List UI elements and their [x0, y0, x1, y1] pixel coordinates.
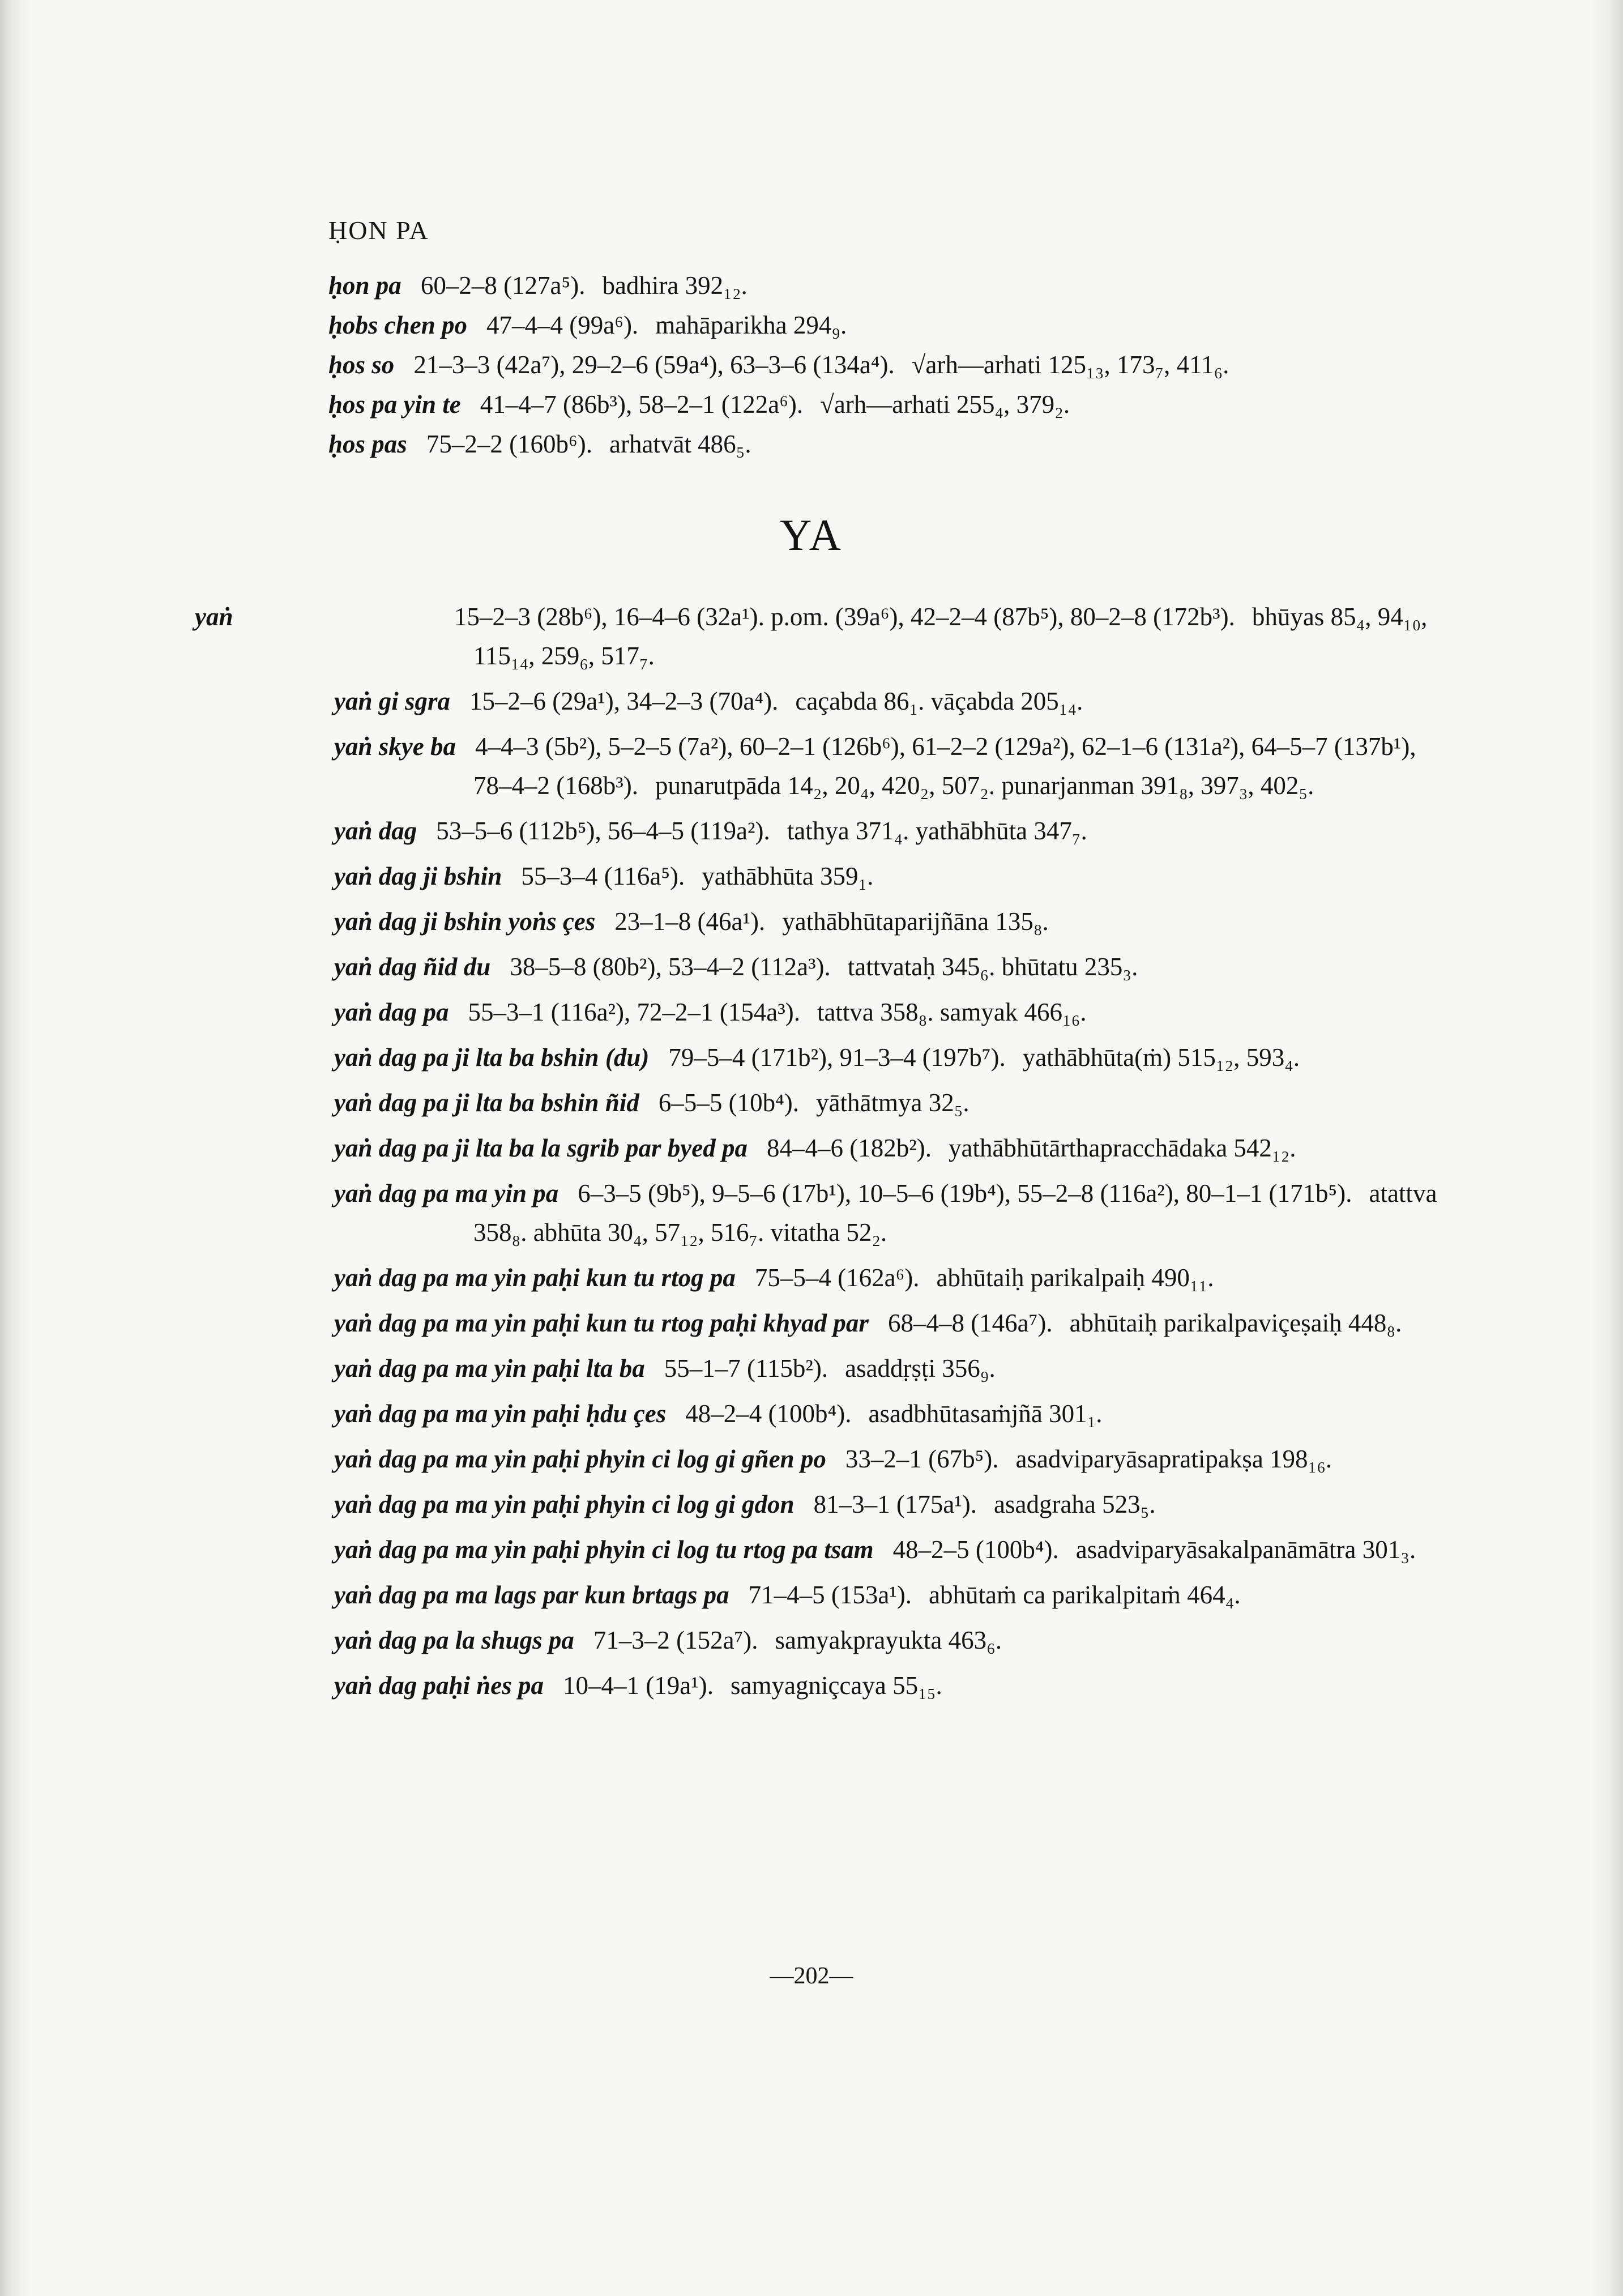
dictionary-entry [334, 1394, 1438, 1433]
entry-headword: yaṅ dag pa la shugs pa [334, 1626, 574, 1654]
entry-headword: yaṅ [195, 603, 233, 631]
entry-headword: ḥobs chen po [328, 311, 468, 339]
dictionary-entry [328, 309, 1438, 342]
dictionary-entry [334, 1530, 1438, 1569]
entries-hon-section [328, 269, 1438, 467]
entry-sanskrit-equivalent: badhira 392₁₂. [602, 271, 748, 300]
entry-references: 60–2–8 (127a⁵). [420, 271, 586, 300]
entry-headword: yaṅ gi sgra [334, 687, 451, 715]
entry-references: 53–5–6 (112b⁵), 56–4–5 (119a²). [436, 817, 770, 845]
dictionary-entry [334, 902, 1438, 941]
entry-headword: yaṅ dag pa [334, 998, 449, 1026]
dictionary-entry [334, 1349, 1438, 1388]
entry-sanskrit-equivalent: √arh—arhati 125₁₃, 173₇, 411₆. [911, 351, 1229, 379]
entry-sanskrit-equivalent: asadviparyāsakalpanāmātra 301₃. [1075, 1535, 1416, 1564]
dictionary-entry [328, 388, 1438, 421]
dictionary-entry [328, 348, 1438, 381]
dictionary-entry [334, 682, 1438, 721]
dictionary-entry [334, 1038, 1438, 1077]
entry-references: 38–5–8 (80b²), 53–4–2 (112a³). [510, 953, 831, 981]
entry-sanskrit-equivalent: asadbhūtasaṁjñā 301₁. [868, 1399, 1103, 1428]
entry-sanskrit-equivalent: abhūtaṁ ca parikalpitaṁ 464₄. [929, 1581, 1241, 1609]
dictionary-entry [195, 598, 1438, 676]
entry-headword: yaṅ dag pa ji lta ba bshin (du) [334, 1043, 650, 1072]
entry-sanskrit-equivalent: punarutpāda 14₂, 20₄, 420₂, 507₂. punarjanman 391₈, 397₃, 402₅. [655, 771, 1314, 800]
entry-references: 55–3–1 (116a²), 72–2–1 (154a³). [468, 998, 800, 1026]
entry-headword: ḥos so [328, 351, 395, 379]
entry-references: 55–1–7 (115b²). [664, 1354, 828, 1382]
entry-references: 21–3–3 (42a⁷), 29–2–6 (59a⁴), 63–3–6 (134a⁴). [413, 351, 895, 379]
entry-references: 33–2–1 (67b⁵). [845, 1445, 999, 1473]
entry-sanskrit-equivalent: tathya 371₄. yathābhūta 347₇. [787, 817, 1087, 845]
entry-references: 81–3–1 (175a¹). [813, 1490, 977, 1518]
dictionary-entry [334, 812, 1438, 851]
entry-sanskrit-equivalent: abhūtaiḥ parikalpaiḥ 490₁₁. [936, 1264, 1214, 1292]
entry-sanskrit-equivalent: yathābhūtārthapracchādaka 542₁₂. [948, 1134, 1296, 1162]
entry-references: 41–4–7 (86b³), 58–2–1 (122a⁶). [480, 390, 804, 419]
running-head: ḤON PA [328, 216, 429, 245]
dictionary-entry [334, 1440, 1438, 1479]
entry-references: 75–5–4 (162a⁶). [754, 1264, 920, 1292]
entry-sanskrit-equivalent: arhatvāt 486₅. [609, 430, 751, 458]
entry-sanskrit-equivalent: tattva 358₈. samyak 466₁₆. [817, 998, 1087, 1026]
entry-sanskrit-equivalent: asadviparyāsapratipakṣa 198₁₆. [1015, 1445, 1332, 1473]
entry-headword: yaṅ dag pa ma yin paḥi phyin ci log gi gdon [334, 1490, 795, 1518]
entry-headword: yaṅ dag pa ji lta ba la sgrib par byed pa [334, 1134, 748, 1162]
entry-headword: ḥos pas [328, 430, 407, 458]
entry-sanskrit-equivalent: samyakprayukta 463₆. [775, 1626, 1002, 1654]
entry-sanskrit-equivalent: tattvataḥ 345₆. bhūtatu 235₃. [847, 953, 1138, 981]
entries-ya-section [195, 598, 1438, 1712]
entry-sanskrit-equivalent: abhūtaiḥ parikalpaviçeṣaiḥ 448₈. [1069, 1309, 1402, 1337]
entry-references: 6–5–5 (10b⁴). [658, 1089, 800, 1117]
dictionary-entry [334, 1258, 1438, 1298]
entry-references: 79–5–4 (171b²), 91–3–4 (197b⁷). [668, 1043, 1006, 1072]
entry-references: 10–4–1 (19a¹). [563, 1671, 714, 1700]
entry-headword: yaṅ dag pa ma yin paḥi kun tu rtog pa [334, 1264, 736, 1292]
dictionary-entry [334, 1666, 1438, 1705]
entry-references: 6–3–5 (9b⁵), 9–5–6 (17b¹), 10–5–6 (19b⁴), 55–2–8 (116a²), 80–1–1 (171b⁵). [578, 1179, 1352, 1207]
dictionary-entry [334, 727, 1438, 805]
entry-headword: yaṅ dag pa ma yin paḥi lta ba [334, 1354, 645, 1382]
entry-sanskrit-equivalent: asadgraha 523₅. [994, 1490, 1156, 1518]
entry-references: 71–4–5 (153a¹). [748, 1581, 912, 1609]
entry-headword: yaṅ dag ji bshin yoṅs çes [334, 907, 596, 936]
entry-references: 15–2–3 (28b⁶), 16–4–6 (32a¹). p.om. (39a⁶), 42–2–4 (87b⁵), 80–2–8 (172b³). [454, 603, 1235, 631]
entry-sanskrit-equivalent: mahāparikha 294₉. [655, 311, 847, 339]
entry-headword: yaṅ dag pa ma yin paḥi kun tu rtog paḥi khyad par [334, 1309, 869, 1337]
dictionary-entry [334, 1129, 1438, 1168]
entry-sanskrit-equivalent: yathābhūta(ṁ) 515₁₂, 593₄. [1022, 1043, 1300, 1072]
entry-headword: yaṅ dag ñid du [334, 953, 491, 981]
dictionary-entry [334, 1174, 1438, 1252]
entry-sanskrit-equivalent: yathābhūtaparijñāna 135₈. [782, 907, 1049, 936]
dictionary-entry [334, 993, 1438, 1032]
dictionary-entry [328, 269, 1438, 302]
entry-references: 47–4–4 (99a⁶). [486, 311, 639, 339]
entry-sanskrit-equivalent: atattva 358₈. abhūta 30₄, 57₁₂, 516₇. vitatha 52₂. [473, 1179, 1437, 1247]
entry-references: 23–1–8 (46a¹). [614, 907, 766, 936]
dictionary-entry [334, 948, 1438, 987]
section-letter-heading: YA [779, 510, 843, 560]
entry-references: 71–3–2 (152a⁷). [593, 1626, 758, 1654]
entry-sanskrit-equivalent: yāthātmya 32₅. [816, 1089, 969, 1117]
entry-headword: yaṅ dag pa ma yin paḥi phyin ci log tu rtog pa tsam [334, 1535, 874, 1564]
entry-headword: yaṅ dag pa ji lta ba bshin ñid [334, 1089, 639, 1117]
entry-references: 48–2–5 (100b⁴). [892, 1535, 1059, 1564]
entry-references: 84–4–6 (182b²). [767, 1134, 932, 1162]
entry-references: 68–4–8 (146a⁷). [887, 1309, 1053, 1337]
entry-sanskrit-equivalent: asaddṛṣṭi 356₉. [845, 1354, 996, 1382]
entry-headword: yaṅ dag pa ma yin paḥi phyin ci log gi gñen po [334, 1445, 826, 1473]
entry-headword: yaṅ dag [334, 817, 417, 845]
entry-sanskrit-equivalent: samyagniçcaya 55₁₅. [730, 1671, 942, 1700]
entry-sanskrit-equivalent: bhūyas 85₄, 94₁₀, 115₁₄, 259₆, 517₇. [473, 603, 1428, 670]
dictionary-entry [328, 428, 1438, 460]
dictionary-entry [334, 1621, 1438, 1660]
entry-references: 15–2–6 (29a¹), 34–2–3 (70a⁴). [469, 687, 779, 715]
entry-references: 55–3–4 (116a⁵). [521, 862, 685, 890]
entry-headword: ḥon pa [328, 271, 402, 300]
page-number: —202— [770, 1963, 853, 1989]
dictionary-entry [334, 1576, 1438, 1615]
dictionary-entry [334, 1485, 1438, 1524]
entry-headword: yaṅ skye ba [334, 732, 456, 761]
entry-headword: yaṅ dag paḥi ṅes pa [334, 1671, 544, 1700]
dictionary-entry [334, 1304, 1438, 1343]
entry-headword: ḥos pa yin te [328, 390, 461, 419]
entry-sanskrit-equivalent: caçabda 86₁. vāçabda 205₁₄. [795, 687, 1083, 715]
dictionary-entry [334, 857, 1438, 896]
entry-headword: yaṅ dag pa ma yin paḥi ḥdu çes [334, 1399, 667, 1428]
entry-references: 4–4–3 (5b²), 5–2–5 (7a²), 60–2–1 (126b⁶), 61–2–2 (129a²), 62–1–6 (131a²), 64–5–7 (137b¹), 78–4–2 (168b³). [473, 732, 1416, 800]
entry-headword: yaṅ dag pa ma yin pa [334, 1179, 559, 1207]
entry-headword: yaṅ dag ji bshin [334, 862, 502, 890]
entry-headword: yaṅ dag pa ma lags par kun brtags pa [334, 1581, 729, 1609]
entry-references: 75–2–2 (160b⁶). [426, 430, 592, 458]
entry-sanskrit-equivalent: yathābhūta 359₁. [702, 862, 874, 890]
entry-references: 48–2–4 (100b⁴). [685, 1399, 852, 1428]
dictionary-entry [334, 1083, 1438, 1123]
entry-sanskrit-equivalent: √arh—arhati 255₄, 379₂. [820, 390, 1070, 419]
